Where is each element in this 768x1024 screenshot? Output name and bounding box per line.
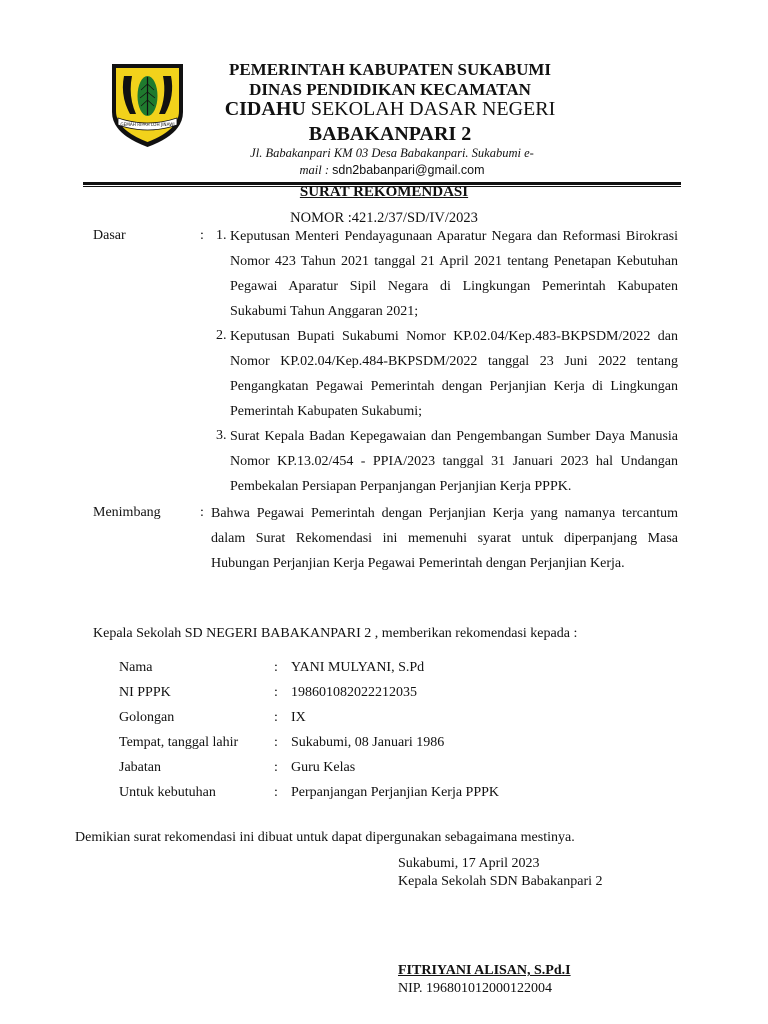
dasar-item-text: Keputusan Bupati Sukabumi Nomor KP.02.04/Kep.483-BKPSDM/2022 dan Nomor KP.02.04/Kep.484-BKPSDM/2022 tanggal 23 Juni 2022 tentang Pengangkatan Pegawai Pemerintah dengan Perjanjian Kerja di Lingkungan Pemerintah Kabupaten Sukabumi; [230, 329, 678, 419]
identity-value: Guru Kelas [291, 760, 356, 775]
menimbang-text: Bahwa Pegawai Pemerintah dengan Perjanjian Kerja yang namanya tercantum dalam Surat Rekomendasi ini memenuhi syarat untuk diperpanjang Masa Hubungan Perjanjian Kerja Pegawai Pemerintah dengan Perjanjian Kerja. [211, 506, 678, 571]
header-school-type: SEKOLAH DASAR NEGERI [310, 98, 556, 120]
header-government: PEMERINTAH KABUPATEN SUKABUMI [228, 60, 552, 79]
header-school-line [200, 98, 580, 121]
identity-colon: : [274, 710, 278, 725]
header-school-name: BABAKANPARI 2 [308, 123, 472, 145]
identity-label: Nama [119, 660, 153, 675]
dasar-item-text: Keputusan Menteri Pendayagunaan Aparatur Negara dan Reformasi Birokrasi Nomor 423 Tahun 2021 tanggal 21 April 2021 tentang Penetapan Kebutuhan Pegawai Aparatur Sipil Negara di Lingkungan Pemerintah Kabupaten Sukabumi Tahun Anggaran 2021; [230, 229, 678, 319]
svg-text:GEMAH RIPAH LOH JINAWI: GEMAH RIPAH LOH JINAWI [120, 122, 175, 127]
identity-value: 198601082022212035 [291, 685, 417, 700]
signature-position: Kepala Sekolah SDN Babakanpari 2 [398, 874, 603, 889]
header-address [222, 145, 562, 179]
dasar-item-number: 1. [216, 228, 227, 243]
letter-number: NOMOR :421.2/37/SD/IV/2023 [290, 210, 478, 226]
dasar-item-number: 2. [216, 328, 227, 343]
address-line: Jl. Babakanpari KM 03 Desa Babakanpari. Sukabumi e- [250, 146, 534, 160]
identity-label: NI PPPK [119, 685, 171, 700]
identity-label: Jabatan [119, 760, 161, 775]
identity-colon: : [274, 735, 278, 750]
dasar-item-number: 3. [216, 428, 227, 443]
identity-label: Tempat, tanggal lahir [119, 735, 239, 750]
regency-logo [110, 62, 185, 149]
identity-colon: : [274, 685, 278, 700]
letter-title: SURAT REKOMENDASI [299, 184, 469, 200]
closing-statement: Demikian surat rekomendasi ini dibuat untuk dapat dipergunakan sebagaimana mestinya. [75, 830, 575, 845]
recommendation-intro: Kepala Sekolah SD NEGERI BABAKANPARI 2 , memberikan rekomendasi kepada : [93, 626, 578, 641]
school-email: sdn2babanpari@gmail.com [332, 163, 485, 177]
header-district: CIDAHU [224, 98, 306, 120]
header-department: DINAS PENDIDIKAN KECAMATAN [249, 80, 531, 99]
dasar-label: Dasar [93, 228, 126, 243]
dasar-colon: : [200, 228, 204, 243]
identity-value: YANI MULYANI, S.Pd [291, 660, 425, 675]
identity-label: Golongan [119, 710, 175, 725]
signature-place-date: Sukabumi, 17 April 2023 [398, 856, 540, 871]
signatory-nip: NIP. 196801012000122004 [398, 981, 553, 996]
email-line [222, 162, 562, 179]
menimbang-colon: : [200, 505, 204, 520]
email-prefix: mail : [299, 163, 333, 177]
identity-colon: : [274, 785, 278, 800]
identity-value: Sukabumi, 08 Januari 1986 [291, 735, 445, 750]
identity-label: Untuk kebutuhan [119, 785, 216, 800]
identity-colon: : [274, 760, 278, 775]
menimbang-label: Menimbang [93, 505, 161, 520]
signatory-name: FITRIYANI ALISAN, S.Pd.I [398, 963, 571, 978]
identity-value: IX [291, 710, 306, 725]
identity-value: Perpanjangan Perjanjian Kerja PPPK [291, 785, 500, 800]
regency-emblem-icon [110, 62, 185, 149]
identity-colon: : [274, 660, 278, 675]
dasar-item-text: Surat Kepala Badan Kepegawaian dan Pengembangan Sumber Daya Manusia Nomor KP.13.02/454 - PPIA/2023 tanggal 31 Januari 2023 hal Undangan Pembekalan Persiapan Perpanjangan Perjanjian Kerja PPPK. [230, 429, 678, 494]
